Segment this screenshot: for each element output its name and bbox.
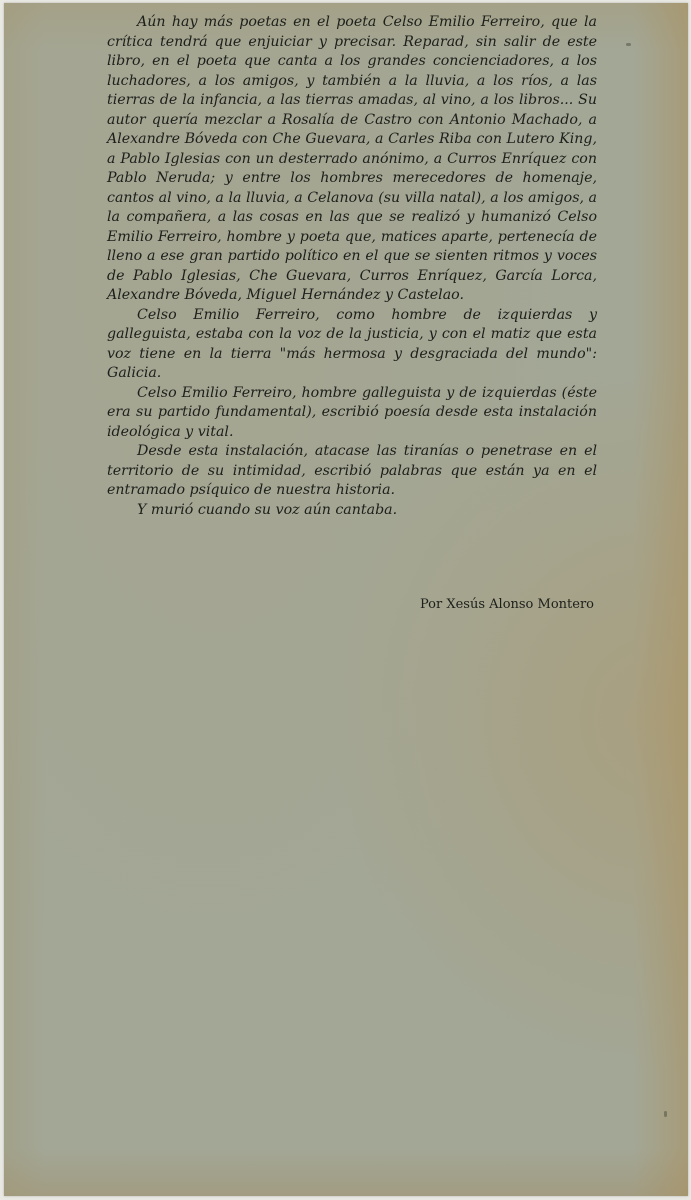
- paragraph-3: Celso Emilio Ferreiro, hombre galleguista y de izquierdas (éste era su partido fundamental), escribió poesía desde esta instalación ideológica y vital.: [107, 384, 597, 440]
- paper-speck: [626, 43, 631, 46]
- paragraph-4: Desde esta instalación, atacase las tiranías o penetrase en el territorio de su intimidad, escribió palabras que están ya en el entramado psíquico de nuestra historia.: [107, 443, 597, 498]
- blurb-text: [107, 13, 597, 520]
- paragraph-2: Celso Emilio Ferreiro, como hombre de izquierdas y galleguista, estaba con la voz de la justicia, y con el matiz que esta voz tiene en la tierra "más hermosa y desgraciada del mundo": Galicia.: [107, 306, 597, 381]
- paper-speck: [664, 1111, 667, 1117]
- author-signature: Por Xesús Alonso Montero: [419, 597, 594, 612]
- back-cover: [4, 3, 688, 1196]
- paragraph-1: Aún hay más poetas en el poeta Celso Emilio Ferreiro, que la crítica tendrá que enjuiciar y precisar. Reparad, sin salir de este libro, en el poeta que canta a los grandes concienciadores, a los luchadores, a los amigos, y también a la lluvia, a los ríos, a las tierras de la infancia, a las tierras amadas, al vino, a los libros... Su autor quería mezclar a Rosalía de Castro con Antonio Machado, a Alexandre Bóveda con Che Guevara, a Carles Riba con Lutero King, a Pablo Iglesias con un desterrado anónimo, a Curros Enríquez con Pablo Neruda; y entre los hombres merecedores de homenaje, cantos al vino, a la lluvia, a Celanova (su villa natal), a los amigos, a la compañera, a las cosas en las que se realizó y humanizó Celso Emilio Ferreiro, hombre y poeta que, matices aparte, pertenecía de lleno a ese gran partido político en el que se sienten ritmos y voces de Pablo Iglesias, Che Guevara, Curros Enríquez, García Lorca, Alexandre Bóveda, Miguel Hernández y Castelao.: [107, 14, 597, 303]
- paragraph-5: Y murió cuando su voz aún cantaba.: [137, 501, 398, 518]
